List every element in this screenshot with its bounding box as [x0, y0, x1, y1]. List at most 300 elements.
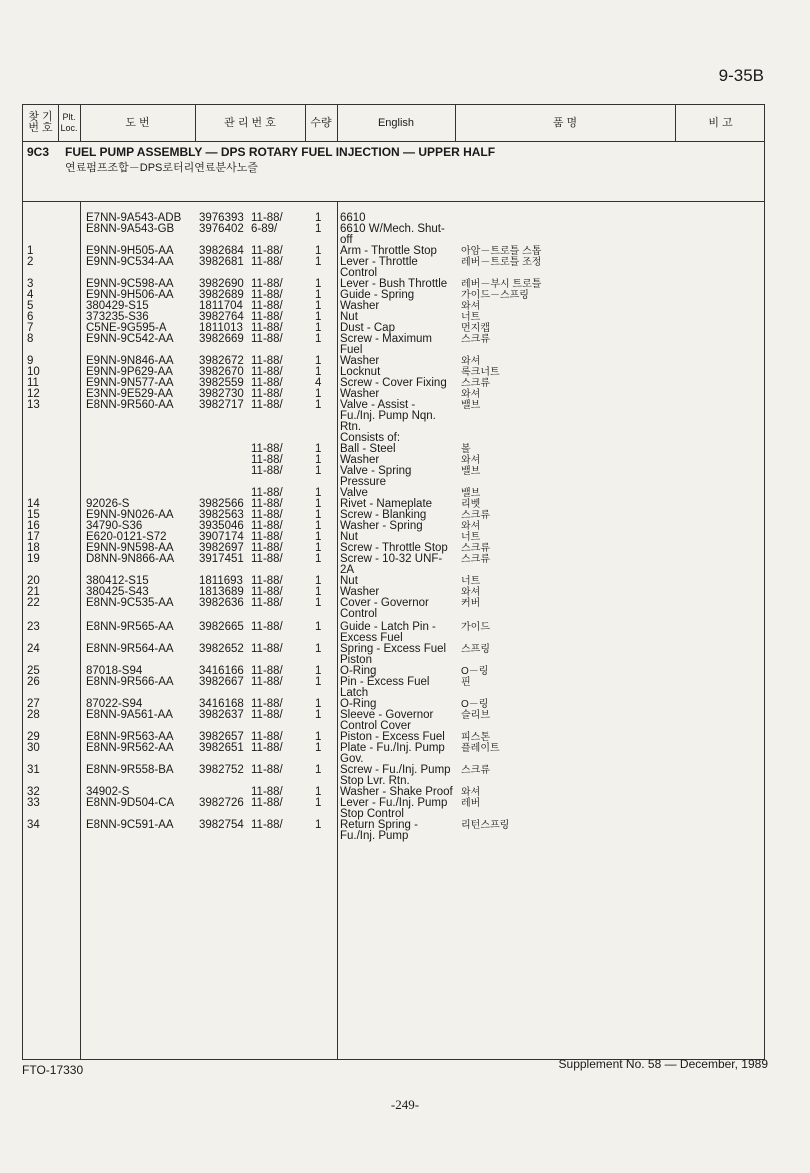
- row-mgmt-number: 3907174: [199, 531, 244, 543]
- row-mgmt-number: 3982563: [199, 509, 244, 521]
- row-index: 30: [27, 742, 40, 754]
- row-part-number: E9NN-9C534-AA: [86, 256, 174, 268]
- row-mgmt-number: 3982566: [199, 498, 244, 510]
- row-date: 11-88/: [251, 819, 283, 831]
- row-mgmt-number: 3935046: [199, 520, 244, 532]
- row-english: Pin - Excess Fuel: [340, 676, 430, 688]
- row-korean: 볼: [461, 444, 471, 455]
- row-index: 32: [27, 786, 40, 798]
- row-index: 21: [27, 586, 40, 598]
- row-date: 11-88/: [251, 465, 283, 477]
- row-english: Stop Control: [340, 808, 404, 820]
- row-index: 12: [27, 388, 40, 400]
- row-date: 11-88/: [251, 786, 283, 798]
- row-mgmt-number: 3982726: [199, 797, 244, 809]
- row-part-number: E8NN-9D504-CA: [86, 797, 175, 809]
- row-date: 11-88/: [251, 742, 283, 754]
- row-index: 3: [27, 278, 34, 290]
- row-english: Washer: [340, 454, 380, 466]
- section-code: 9C3: [27, 145, 50, 159]
- row-date: 6-89/: [251, 223, 278, 235]
- row-date: 11-88/: [251, 542, 283, 554]
- row-part-number: 380425-S43: [86, 586, 149, 598]
- row-english: Rtn.: [340, 421, 362, 433]
- row-index: 7: [27, 322, 34, 334]
- row-english: Screw - Maximum: [340, 333, 433, 345]
- row-part-number: 380412-S15: [86, 575, 149, 587]
- row-qty: 1: [315, 212, 322, 224]
- row-english: 6610 W/Mech. Shut-: [340, 223, 445, 235]
- row-date: 11-88/: [251, 487, 283, 499]
- column-divider: [195, 105, 196, 141]
- row-date: 11-88/: [251, 575, 283, 587]
- row-qty: 1: [315, 443, 322, 455]
- row-index: 8: [27, 333, 34, 345]
- row-mgmt-number: 3982764: [199, 311, 244, 323]
- row-part-number: E8NN-9A543-GB: [86, 223, 175, 235]
- row-english: Arm - Throttle Stop: [340, 245, 437, 257]
- row-english: Piston: [340, 654, 372, 666]
- row-english: Washer - Spring: [340, 520, 423, 532]
- row-mgmt-number: 3982730: [199, 388, 244, 400]
- row-korean: O－링: [461, 699, 489, 710]
- row-english: Fu./Inj. Pump: [340, 830, 409, 842]
- row-index: 14: [27, 498, 40, 510]
- row-index: 16: [27, 520, 40, 532]
- row-date: 11-88/: [251, 454, 283, 466]
- row-english: 2A: [340, 564, 355, 576]
- row-index: 22: [27, 597, 40, 609]
- row-index: 13: [27, 399, 40, 411]
- row-qty: 1: [315, 399, 322, 411]
- row-index: 24: [27, 643, 40, 655]
- row-date: 11-88/: [251, 643, 283, 655]
- row-mgmt-number: 3982672: [199, 355, 244, 367]
- row-qty: 1: [315, 531, 322, 543]
- row-date: 11-88/: [251, 665, 283, 677]
- row-date: 11-88/: [251, 797, 283, 809]
- row-date: 11-88/: [251, 333, 283, 345]
- row-qty: 1: [315, 698, 322, 710]
- row-qty: 1: [315, 355, 322, 367]
- row-korean: 스크류: [461, 543, 490, 554]
- row-korean: 레버－부시 트로틀: [461, 279, 542, 290]
- row-mgmt-number: 3982689: [199, 289, 244, 301]
- row-qty: 1: [315, 665, 322, 677]
- row-english: Dust - Cap: [340, 322, 395, 334]
- row-part-number: 34790-S36: [86, 520, 143, 532]
- row-part-number: 87022-S94: [86, 698, 143, 710]
- row-korean: 와셔: [461, 521, 481, 532]
- row-index: 19: [27, 553, 40, 565]
- row-mgmt-number: 3982670: [199, 366, 244, 378]
- row-part-number: E8NN-9C535-AA: [86, 597, 174, 609]
- row-korean: 가이드: [461, 622, 490, 633]
- row-date: 11-88/: [251, 322, 283, 334]
- supplement-note: Supplement No. 58 — December, 1989: [558, 1057, 768, 1071]
- row-english: Screw - 10-32 UNF-: [340, 553, 443, 565]
- row-mgmt-number: 3982697: [199, 542, 244, 554]
- row-mgmt-number: 3982717: [199, 399, 244, 411]
- section-subtitle: 연료펌프조합－DPS로터리연료분사노즐: [65, 162, 259, 174]
- row-date: 11-88/: [251, 256, 283, 268]
- row-korean: 스크류: [461, 378, 490, 389]
- row-korean: 와셔: [461, 587, 481, 598]
- row-korean: 와셔: [461, 389, 481, 400]
- row-qty: 1: [315, 465, 322, 477]
- row-index: 23: [27, 621, 40, 633]
- row-korean: 스프링: [461, 644, 490, 655]
- row-mgmt-number: 3982754: [199, 819, 244, 831]
- row-korean: 밸브: [461, 466, 481, 477]
- row-part-number: E9NN-9N577-AA: [86, 377, 174, 389]
- row-part-number: 92026-S: [86, 498, 130, 510]
- header-english: English: [377, 116, 415, 129]
- row-part-number: 34902-S: [86, 786, 130, 798]
- row-part-number: E9NN-9C598-AA: [86, 278, 174, 290]
- section-header: [23, 141, 764, 202]
- row-date: 11-88/: [251, 597, 283, 609]
- row-qty: 1: [315, 797, 322, 809]
- row-qty: 1: [315, 520, 322, 532]
- row-english: Lever - Bush Throttle: [340, 278, 448, 290]
- row-mgmt-number: 3982636: [199, 597, 244, 609]
- row-part-number: E8NN-9R562-AA: [86, 742, 174, 754]
- row-english: Washer: [340, 586, 380, 598]
- row-mgmt-number: 1813689: [199, 586, 244, 598]
- section-title: FUEL PUMP ASSEMBLY — DPS ROTARY FUEL INJECTION — UPPER HALF: [65, 145, 496, 159]
- row-korean: 너트: [461, 312, 481, 323]
- row-part-number: E8NN-9R558-BA: [86, 764, 174, 776]
- row-index: 33: [27, 797, 40, 809]
- row-korean: 스크류: [461, 510, 490, 521]
- row-index: 26: [27, 676, 40, 688]
- row-english: Return Spring -: [340, 819, 418, 831]
- row-part-number: 373235-S36: [86, 311, 149, 323]
- row-english: Cover - Governor: [340, 597, 429, 609]
- row-mgmt-number: 3982681: [199, 256, 244, 268]
- row-mgmt-number: 3976402: [199, 223, 244, 235]
- row-part-number: E9NN-9N846-AA: [86, 355, 174, 367]
- row-part-number: E3NN-9E529-AA: [86, 388, 173, 400]
- row-date: 11-88/: [251, 245, 283, 257]
- row-qty: 1: [315, 388, 322, 400]
- row-qty: 1: [315, 256, 322, 268]
- row-mgmt-number: 1811693: [199, 575, 243, 587]
- row-korean: 와셔: [461, 356, 481, 367]
- row-part-number: E8NN-9C591-AA: [86, 819, 174, 831]
- row-korean: 슬리브: [461, 710, 490, 721]
- row-index: 28: [27, 709, 40, 721]
- row-qty: 1: [315, 676, 322, 688]
- row-part-number: 87018-S94: [86, 665, 143, 677]
- row-index: 20: [27, 575, 40, 587]
- row-english: off: [340, 234, 353, 246]
- row-mgmt-number: 3982665: [199, 621, 244, 633]
- row-english: Latch: [340, 687, 369, 699]
- header-remarks: 비 고: [708, 116, 733, 129]
- row-english: Valve: [340, 487, 368, 499]
- row-korean: 먼지캡: [461, 323, 490, 334]
- row-qty: 1: [315, 731, 322, 743]
- row-qty: 1: [315, 509, 322, 521]
- row-korean: 아암－트로틀 스톱: [461, 246, 542, 257]
- row-index: 27: [27, 698, 40, 710]
- row-date: 11-88/: [251, 289, 283, 301]
- row-english: Guide - Latch Pin -: [340, 621, 436, 633]
- row-qty: 1: [315, 366, 322, 378]
- row-date: 11-88/: [251, 509, 283, 521]
- row-qty: 1: [315, 278, 322, 290]
- row-date: 11-88/: [251, 377, 283, 389]
- row-date: 11-88/: [251, 498, 283, 510]
- row-korean: 너트: [461, 576, 481, 587]
- column-divider: [455, 105, 456, 141]
- row-korean: 리턴스프링: [461, 820, 510, 831]
- row-qty: 1: [315, 333, 322, 345]
- row-qty: 4: [315, 377, 322, 389]
- row-korean: 핀: [461, 677, 471, 688]
- column-divider: [675, 105, 676, 141]
- row-date: 11-88/: [251, 586, 283, 598]
- row-index: 11: [27, 377, 39, 389]
- header-mgmt-no: 관 리 번 호: [224, 116, 276, 129]
- row-part-number: 380429-S15: [86, 300, 149, 312]
- row-index: 1: [27, 245, 34, 257]
- row-date: 11-88/: [251, 278, 283, 290]
- row-english: Nut: [340, 575, 358, 587]
- row-part-number: E9NN-9H505-AA: [86, 245, 174, 257]
- row-english: O-Ring: [340, 698, 377, 710]
- row-qty: 1: [315, 498, 322, 510]
- row-english: Spring - Excess Fuel: [340, 643, 447, 655]
- row-mgmt-number: 3982657: [199, 731, 244, 743]
- row-english: Valve - Assist -: [340, 399, 416, 411]
- row-date: 11-88/: [251, 300, 283, 312]
- row-qty: 1: [315, 786, 322, 798]
- row-korean: 플레이트: [461, 743, 500, 754]
- row-qty: 1: [315, 643, 322, 655]
- row-date: 11-88/: [251, 311, 283, 323]
- row-index: 34: [27, 819, 40, 831]
- header-part-no: 도 번: [125, 116, 150, 129]
- row-english: Pressure: [340, 476, 387, 488]
- row-mgmt-number: 3416168: [199, 698, 244, 710]
- row-qty: 1: [315, 764, 322, 776]
- row-qty: 1: [315, 289, 322, 301]
- row-qty: 1: [315, 709, 322, 721]
- row-korean: 가이드－스프링: [461, 290, 529, 301]
- row-mgmt-number: 3982652: [199, 643, 244, 655]
- column-divider: [58, 105, 59, 141]
- row-english: Lever - Throttle: [340, 256, 418, 268]
- row-index: 31: [27, 764, 40, 776]
- row-date: 11-88/: [251, 531, 283, 543]
- row-part-number: E9NN-9N598-AA: [86, 542, 174, 554]
- row-index: 9: [27, 355, 34, 367]
- table-header: [23, 105, 764, 142]
- row-english: Guide - Spring: [340, 289, 415, 301]
- row-korean: 스크류: [461, 765, 490, 776]
- row-english: Washer: [340, 388, 380, 400]
- row-part-number: E8NN-9R566-AA: [86, 676, 174, 688]
- row-korean: 피스톤: [461, 732, 490, 743]
- row-index: 5: [27, 300, 34, 312]
- row-english: Plate - Fu./Inj. Pump: [340, 742, 445, 754]
- row-english: Screw - Throttle Stop: [340, 542, 448, 554]
- header-loc: Plt. Loc.: [60, 112, 78, 133]
- row-date: 11-88/: [251, 520, 283, 532]
- column-divider: [80, 201, 81, 1059]
- row-english: Gov.: [340, 753, 364, 765]
- row-english: Screw - Fu./Inj. Pump: [340, 764, 451, 776]
- row-english: Excess Fuel: [340, 632, 403, 644]
- row-english: Control: [340, 267, 378, 279]
- row-part-number: E9NN-9H506-AA: [86, 289, 174, 301]
- row-date: 11-88/: [251, 388, 283, 400]
- row-qty: 1: [315, 322, 322, 334]
- row-english: Lever - Fu./Inj. Pump: [340, 797, 448, 809]
- row-english: Screw - Cover Fixing: [340, 377, 447, 389]
- row-korean: 와셔: [461, 787, 481, 798]
- row-part-number: E8NN-9R565-AA: [86, 621, 174, 633]
- row-korean: 밸브: [461, 488, 481, 499]
- row-korean: 스크류: [461, 334, 490, 345]
- row-part-number: D8NN-9N866-AA: [86, 553, 175, 565]
- row-english: 6610: [340, 212, 366, 224]
- row-korean: 리벳: [461, 499, 481, 510]
- row-index: 2: [27, 256, 34, 268]
- row-qty: 1: [315, 245, 322, 257]
- row-date: 11-88/: [251, 443, 283, 455]
- row-index: 15: [27, 509, 40, 521]
- row-qty: 1: [315, 621, 322, 633]
- row-english: Nut: [340, 311, 358, 323]
- page-number: 9-35B: [718, 66, 764, 85]
- row-korean: 커버: [461, 598, 481, 609]
- row-date: 11-88/: [251, 553, 283, 565]
- row-korean: 록크너트: [461, 367, 500, 378]
- row-mgmt-number: 3982559: [199, 377, 244, 389]
- row-korean: O－링: [461, 666, 489, 677]
- row-mgmt-number: 3982752: [199, 764, 244, 776]
- row-date: 11-88/: [251, 212, 283, 224]
- row-part-number: E9NN-9N026-AA: [86, 509, 174, 521]
- column-divider: [337, 105, 338, 141]
- row-mgmt-number: 3982651: [199, 742, 244, 754]
- row-index: 10: [27, 366, 40, 378]
- row-mgmt-number: 3982667: [199, 676, 244, 688]
- row-qty: 1: [315, 454, 322, 466]
- row-part-number: E8NN-9R564-AA: [86, 643, 174, 655]
- form-number: FTO-17330: [22, 1063, 84, 1077]
- parts-table: [22, 104, 765, 1060]
- row-part-number: E620-0121-S72: [86, 531, 167, 543]
- row-english: Valve - Spring: [340, 465, 412, 477]
- row-mgmt-number: 3982684: [199, 245, 244, 257]
- row-part-number: E8NN-9R563-AA: [86, 731, 174, 743]
- row-date: 11-88/: [251, 764, 283, 776]
- row-english: Locknut: [340, 366, 381, 378]
- row-english: Control: [340, 608, 378, 620]
- row-date: 11-88/: [251, 366, 283, 378]
- row-qty: 1: [315, 487, 322, 499]
- row-part-number: E8NN-9R560-AA: [86, 399, 174, 411]
- row-date: 11-88/: [251, 731, 283, 743]
- row-qty: 1: [315, 300, 322, 312]
- row-mgmt-number: 3976393: [199, 212, 244, 224]
- header-korean: 품 명: [552, 116, 578, 129]
- row-english: O-Ring: [340, 665, 377, 677]
- header-qty: 수량: [310, 116, 332, 129]
- row-index: 18: [27, 542, 40, 554]
- row-korean: 스크류: [461, 554, 490, 565]
- row-korean: 밸브: [461, 400, 481, 411]
- row-index: 4: [27, 289, 34, 301]
- row-korean: 와셔: [461, 301, 481, 312]
- row-qty: 1: [315, 553, 322, 565]
- row-english: Washer: [340, 300, 380, 312]
- row-index: 17: [27, 531, 40, 543]
- row-qty: 1: [315, 311, 322, 323]
- row-qty: 1: [315, 223, 322, 235]
- row-part-number: E8NN-9A561-AA: [86, 709, 173, 721]
- row-qty: 1: [315, 575, 322, 587]
- row-qty: 1: [315, 742, 322, 754]
- row-index: 6: [27, 311, 34, 323]
- row-part-number: E9NN-9P629-AA: [86, 366, 173, 378]
- row-english: Washer: [340, 355, 380, 367]
- row-english: Stop Lvr. Rtn.: [340, 775, 410, 787]
- row-qty: 1: [315, 597, 322, 609]
- row-korean: 너트: [461, 532, 481, 543]
- row-mgmt-number: 1811704: [199, 300, 243, 312]
- row-date: 11-88/: [251, 709, 283, 721]
- row-english: Sleeve - Governor: [340, 709, 434, 721]
- row-mgmt-number: 3982690: [199, 278, 244, 290]
- row-index: 25: [27, 665, 40, 677]
- row-part-number: E7NN-9A543-ADB: [86, 212, 182, 224]
- row-english: Control Cover: [340, 720, 411, 732]
- row-english: Fu./Inj. Pump Nqn.: [340, 410, 436, 422]
- row-date: 11-88/: [251, 355, 283, 367]
- row-date: 11-88/: [251, 399, 283, 411]
- page-footer-number: -249-: [390, 1097, 420, 1112]
- row-qty: 1: [315, 542, 322, 554]
- column-divider: [80, 105, 81, 141]
- row-english: Ball - Steel: [340, 443, 396, 455]
- column-divider: [305, 105, 306, 141]
- row-english: Consists of:: [340, 432, 401, 444]
- row-date: 11-88/: [251, 621, 283, 633]
- row-qty: 1: [315, 819, 322, 831]
- row-korean: 레버－트로틀 조정: [461, 257, 542, 268]
- header-idx: 찾 기 번 호: [28, 111, 53, 134]
- row-korean: 레버: [461, 798, 481, 809]
- row-mgmt-number: 3982669: [199, 333, 244, 345]
- row-english: Screw - Blanking: [340, 509, 427, 521]
- row-qty: 1: [315, 586, 322, 598]
- row-mgmt-number: 3982637: [199, 709, 244, 721]
- row-korean: 와셔: [461, 455, 481, 466]
- row-mgmt-number: 1811013: [199, 322, 243, 334]
- row-part-number: E9NN-9C542-AA: [86, 333, 174, 345]
- row-english: Nut: [340, 531, 358, 543]
- row-english: Piston - Excess Fuel: [340, 731, 445, 743]
- row-english: Rivet - Nameplate: [340, 498, 433, 510]
- row-part-number: C5NE-9G595-A: [86, 322, 167, 334]
- row-index: 29: [27, 731, 40, 743]
